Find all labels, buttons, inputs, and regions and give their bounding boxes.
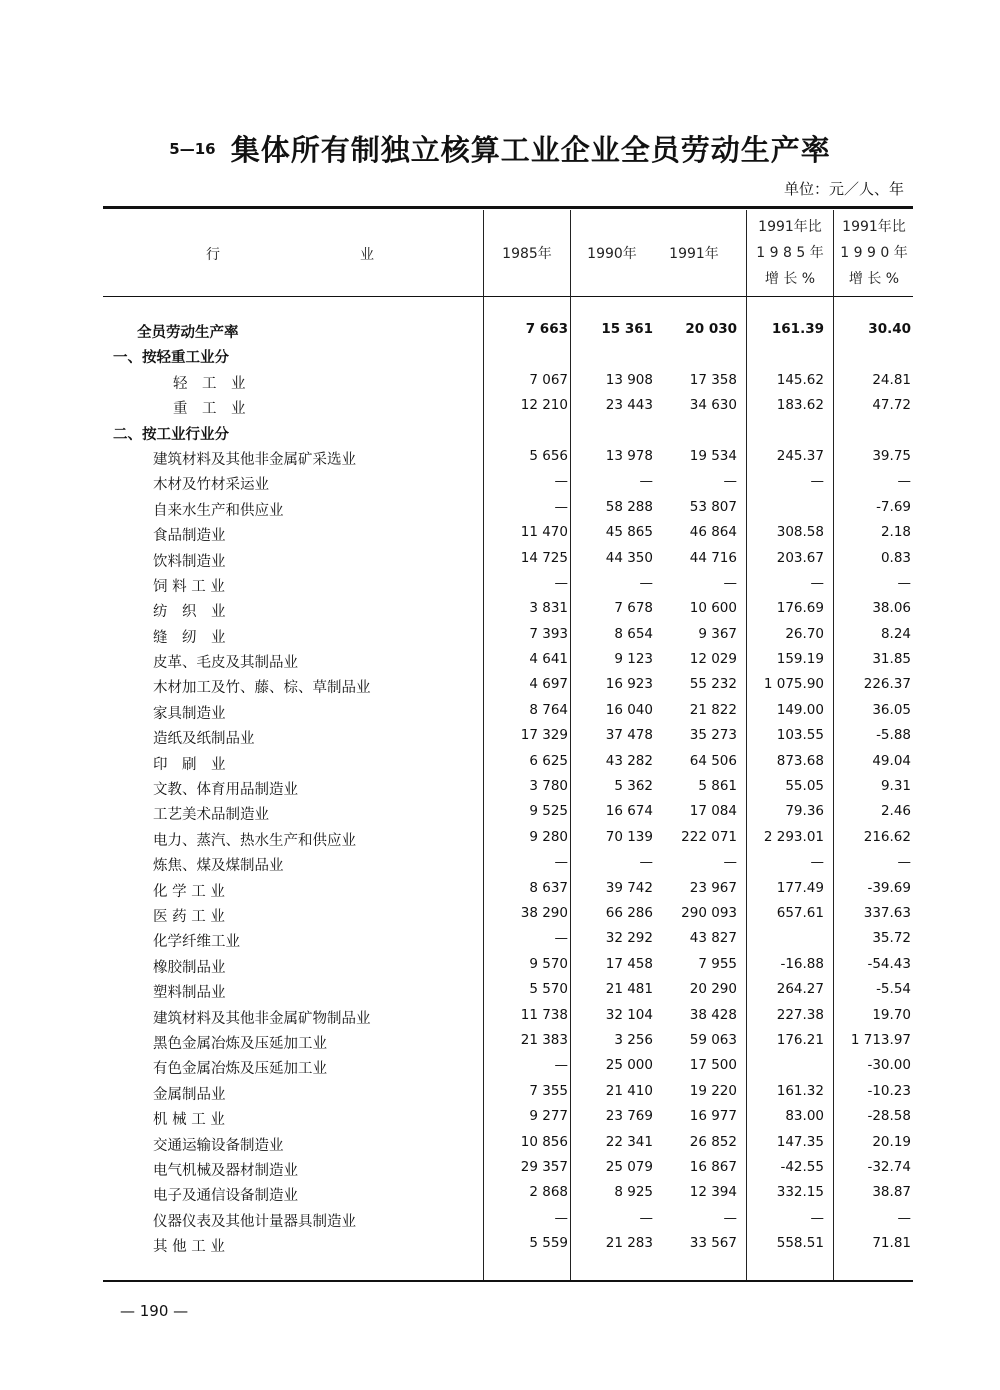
row-label: 医 药 工 业 — [153, 908, 225, 925]
cell-v1985: 38 290 — [520, 904, 568, 921]
cell-v1990: 7 678 — [614, 600, 653, 617]
table-row — [103, 750, 913, 775]
cell-g90: -5.88 — [876, 727, 911, 744]
cell-g90: 39.75 — [872, 447, 911, 464]
table-row — [103, 978, 913, 1003]
table-row — [103, 1181, 913, 1206]
cell-v1991: 10 600 — [689, 600, 737, 617]
cell-v1991: 20 030 — [685, 321, 737, 337]
cell-v1990: 32 104 — [605, 1006, 653, 1023]
cell-g85: 26.70 — [785, 625, 824, 642]
cell-v1990: 23 769 — [605, 1108, 653, 1125]
table-row — [103, 420, 913, 445]
cell-v1985: — — [554, 1209, 568, 1226]
cell-v1985: 5 559 — [529, 1235, 568, 1252]
cell-v1990: 39 742 — [605, 879, 653, 896]
cell-v1990: 23 443 — [605, 397, 653, 414]
cell-v1991: 33 567 — [689, 1235, 737, 1252]
cell-v1991: 23 967 — [689, 879, 737, 896]
cell-g85: 2 293.01 — [763, 828, 824, 845]
cell-v1991: 7 955 — [698, 955, 737, 972]
row-label: 建筑材料及其他非金属矿物制品业 — [153, 1010, 371, 1027]
header-growth-1990-line2: 1 9 9 0 年 — [840, 245, 908, 261]
table-row — [103, 394, 913, 419]
cell-v1990: 16 674 — [605, 803, 653, 820]
cell-v1991: 43 827 — [689, 930, 737, 947]
cell-v1990: 25 079 — [605, 1158, 653, 1175]
cell-g85: 227.38 — [776, 1006, 824, 1023]
cell-g90: -5.54 — [876, 981, 911, 998]
cell-v1985: 11 738 — [520, 1006, 568, 1023]
cell-v1990: 3 256 — [614, 1031, 653, 1048]
table-row — [103, 927, 913, 952]
cell-v1990: 5 362 — [614, 778, 653, 795]
cell-v1991: 19 220 — [689, 1082, 737, 1099]
table-row — [103, 496, 913, 521]
row-label: 机 械 工 业 — [153, 1112, 225, 1129]
row-label: 皮革、毛皮及其制品业 — [153, 655, 298, 672]
cell-v1985: — — [554, 498, 568, 515]
cell-g90: -10.23 — [867, 1082, 911, 1099]
cell-v1985: 7 067 — [529, 371, 568, 388]
header-1991: 1991年 — [669, 246, 719, 262]
cell-g90: 49.04 — [872, 752, 911, 769]
table-title: 集体所有制独立核算工业企业全员劳动生产率 — [230, 133, 831, 167]
row-label: 塑料制品业 — [153, 985, 226, 1002]
header-rule — [103, 296, 913, 297]
cell-v1990: 21 283 — [605, 1235, 653, 1252]
cell-g90: 38.87 — [872, 1184, 911, 1201]
page-number: — 190 — — [120, 1302, 189, 1320]
cell-v1990: 13 978 — [605, 447, 653, 464]
cell-g90: -54.43 — [867, 955, 911, 972]
row-label: 电气机械及器材制造业 — [153, 1162, 298, 1179]
header-growth-1985-line2: 1 9 8 5 年 — [756, 245, 824, 261]
row-label: 造纸及纸制品业 — [153, 731, 255, 748]
top-rule — [103, 206, 913, 209]
row-label: 其 他 工 业 — [153, 1239, 225, 1256]
header-1985: 1985年 — [502, 246, 552, 262]
cell-v1991: 19 534 — [689, 447, 737, 464]
row-label: 纺 织 业 — [153, 604, 226, 621]
cell-g85: 1 075.90 — [763, 676, 824, 693]
row-label: 交通运输设备制造业 — [153, 1137, 284, 1154]
row-label: 炼焦、煤及煤制品业 — [153, 858, 284, 875]
cell-g90: -30.00 — [867, 1057, 911, 1074]
cell-v1985: 7 663 — [525, 321, 568, 337]
row-label: 二、按工业行业分 — [113, 426, 229, 443]
table-row — [103, 724, 913, 749]
cell-v1985: 12 210 — [520, 397, 568, 414]
cell-g90: — — [897, 473, 911, 490]
cell-g85: 308.58 — [776, 524, 824, 541]
cell-g85: 264.27 — [776, 981, 824, 998]
cell-g90: 8.24 — [880, 625, 911, 642]
cell-g90: -28.58 — [867, 1108, 911, 1125]
cell-v1985: 3 831 — [529, 600, 568, 617]
table-row — [103, 369, 913, 394]
cell-g85: 55.05 — [785, 778, 824, 795]
cell-v1985: — — [554, 574, 568, 591]
row-label: 缝 纫 业 — [153, 629, 226, 646]
cell-g85: 79.36 — [785, 803, 824, 820]
cell-v1990: 21 410 — [605, 1082, 653, 1099]
cell-v1991: 34 630 — [689, 397, 737, 414]
cell-v1985: 4 641 — [529, 651, 568, 668]
cell-v1985: 2 868 — [529, 1184, 568, 1201]
header-growth-1985-line1: 1991年比 — [758, 219, 822, 235]
cell-v1990: 9 123 — [614, 651, 653, 668]
cell-v1991: 35 273 — [689, 727, 737, 744]
cell-v1991: 17 358 — [689, 371, 737, 388]
cell-v1990: 22 341 — [605, 1133, 653, 1150]
cell-v1985: 10 856 — [520, 1133, 568, 1150]
cell-v1985: — — [554, 930, 568, 947]
cell-g90: 71.81 — [872, 1235, 911, 1252]
table-row — [103, 318, 913, 343]
cell-g85: -42.55 — [780, 1158, 824, 1175]
cell-v1985: 9 570 — [529, 955, 568, 972]
cell-v1991: 16 977 — [689, 1108, 737, 1125]
table-row — [103, 1105, 913, 1130]
cell-v1985: 4 697 — [529, 676, 568, 693]
table-row — [103, 547, 913, 572]
cell-v1991: 12 394 — [689, 1184, 737, 1201]
cell-v1985: — — [554, 854, 568, 871]
row-label: 化学纤维工业 — [153, 934, 240, 951]
cell-g90: 38.06 — [872, 600, 911, 617]
cell-g90: -39.69 — [867, 879, 911, 896]
cell-v1990: 25 000 — [605, 1057, 653, 1074]
cell-g85: 177.49 — [776, 879, 824, 896]
cell-v1990: 16 040 — [605, 701, 653, 718]
cell-g90: 9.31 — [880, 778, 911, 795]
cell-v1990: 43 282 — [605, 752, 653, 769]
table-row — [103, 851, 913, 876]
cell-v1991: 16 867 — [689, 1158, 737, 1175]
cell-g90: 226.37 — [863, 676, 911, 693]
cell-v1991: 222 071 — [681, 828, 737, 845]
table-row — [103, 1004, 913, 1029]
cell-v1991: 53 807 — [689, 498, 737, 515]
row-label: 金属制品业 — [153, 1086, 226, 1103]
table-number: 5—16 — [169, 139, 216, 158]
cell-v1985: 9 525 — [529, 803, 568, 820]
row-label: 饮料制造业 — [153, 553, 226, 570]
table-row — [103, 521, 913, 546]
table-row — [103, 1207, 913, 1232]
cell-v1991: — — [723, 574, 737, 591]
row-label: 橡胶制品业 — [153, 959, 226, 976]
table-row — [103, 648, 913, 673]
unit-note: 单位：元／人、年 — [783, 180, 904, 198]
cell-v1990: 17 458 — [605, 955, 653, 972]
row-label: 有色金属冶炼及压延加工业 — [153, 1061, 327, 1078]
cell-g90: 36.05 — [872, 701, 911, 718]
row-label: 木材及竹材采运业 — [153, 477, 269, 494]
row-label: 仪器仪表及其他计量器具制造业 — [153, 1213, 356, 1230]
cell-v1990: — — [639, 854, 653, 871]
header-growth-1985 — [748, 214, 832, 292]
row-label: 文教、体育用品制造业 — [153, 782, 298, 799]
cell-g85: 176.69 — [776, 600, 824, 617]
cell-v1991: — — [723, 854, 737, 871]
cell-g90: — — [897, 854, 911, 871]
cell-v1985: 17 329 — [520, 727, 568, 744]
cell-v1991: — — [723, 1209, 737, 1226]
row-label: 饲 料 工 业 — [153, 578, 225, 595]
cell-v1991: 5 861 — [698, 778, 737, 795]
header-growth-1990 — [834, 214, 914, 292]
header-growth-1990-line3: 增 长 % — [848, 271, 900, 287]
cell-v1985: 9 277 — [529, 1108, 568, 1125]
cell-g90: -32.74 — [867, 1158, 911, 1175]
header-growth-1990-line1: 1991年比 — [842, 219, 906, 235]
cell-v1990: — — [639, 473, 653, 490]
cell-g85: 332.15 — [776, 1184, 824, 1201]
table-row — [103, 1029, 913, 1054]
cell-v1991: 17 500 — [689, 1057, 737, 1074]
cell-g90: 47.72 — [872, 397, 911, 414]
header-1990: 1990年 — [587, 246, 637, 262]
table-row — [103, 623, 913, 648]
table-row — [103, 775, 913, 800]
cell-v1991: 38 428 — [689, 1006, 737, 1023]
table-row — [103, 877, 913, 902]
table-row — [103, 1054, 913, 1079]
cell-v1985: 8 637 — [529, 879, 568, 896]
row-label: 电力、蒸汽、热水生产和供应业 — [153, 832, 356, 849]
cell-g90: 2.18 — [880, 524, 911, 541]
cell-g90: 0.83 — [880, 549, 911, 566]
cell-g90: 2.46 — [880, 803, 911, 820]
cell-g90: 30.40 — [868, 321, 911, 337]
cell-v1985: 5 570 — [529, 981, 568, 998]
cell-v1990: 45 865 — [605, 524, 653, 541]
cell-g85: 145.62 — [776, 371, 824, 388]
cell-g85: 149.00 — [776, 701, 824, 718]
row-label: 工艺美术品制造业 — [153, 807, 269, 824]
header-growth-1985-line3: 增 长 % — [764, 271, 816, 287]
table-row — [103, 445, 913, 470]
cell-g90: 1 713.97 — [850, 1031, 911, 1048]
row-label: 食品制造业 — [153, 528, 226, 545]
cell-g90: — — [897, 1209, 911, 1226]
cell-v1990: 13 908 — [605, 371, 653, 388]
cell-g85: 657.61 — [776, 904, 824, 921]
table-row — [103, 1080, 913, 1105]
cell-g90: 20.19 — [872, 1133, 911, 1150]
row-label: 自来水生产和供应业 — [153, 502, 284, 519]
table-row — [103, 902, 913, 927]
row-label: 化 学 工 业 — [153, 883, 225, 900]
cell-v1991: 21 822 — [689, 701, 737, 718]
cell-v1990: 15 361 — [601, 321, 653, 337]
table-row — [103, 953, 913, 978]
row-label: 轻 工 业 — [173, 375, 246, 392]
cell-g90: 24.81 — [872, 371, 911, 388]
cell-v1985: 11 470 — [520, 524, 568, 541]
cell-g85: 558.51 — [776, 1235, 824, 1252]
cell-v1991: 12 029 — [689, 651, 737, 668]
cell-v1991: 46 864 — [689, 524, 737, 541]
table-row — [103, 343, 913, 368]
cell-v1985: 5 656 — [529, 447, 568, 464]
cell-v1985: 14 725 — [520, 549, 568, 566]
table-row — [103, 1232, 913, 1257]
cell-v1991: 59 063 — [689, 1031, 737, 1048]
cell-v1991: 17 084 — [689, 803, 737, 820]
cell-g85: 147.35 — [776, 1133, 824, 1150]
cell-v1985: 29 357 — [520, 1158, 568, 1175]
cell-g85: 161.32 — [776, 1082, 824, 1099]
cell-g85: 873.68 — [776, 752, 824, 769]
cell-g85: 159.19 — [776, 651, 824, 668]
cell-v1990: 16 923 — [605, 676, 653, 693]
cell-g85: — — [810, 473, 824, 490]
cell-v1990: 32 292 — [605, 930, 653, 947]
cell-g85: — — [810, 854, 824, 871]
table-row — [103, 1156, 913, 1181]
cell-v1985: 21 383 — [520, 1031, 568, 1048]
table-body — [103, 318, 913, 1257]
cell-g85: 183.62 — [776, 397, 824, 414]
cell-g85: 203.67 — [776, 549, 824, 566]
row-label: 电子及通信设备制造业 — [153, 1188, 298, 1205]
cell-v1985: 3 780 — [529, 778, 568, 795]
cell-g90: 216.62 — [863, 828, 911, 845]
cell-g85: 161.39 — [771, 321, 824, 337]
table-row — [103, 597, 913, 622]
cell-v1985: 7 393 — [529, 625, 568, 642]
table-row — [103, 470, 913, 495]
cell-v1985: 8 764 — [529, 701, 568, 718]
cell-v1991: 290 093 — [681, 904, 737, 921]
cell-v1990: — — [639, 574, 653, 591]
header-industry-a: 行 — [206, 247, 220, 263]
row-label: 印 刷 业 — [153, 756, 226, 773]
cell-v1990: 44 350 — [605, 549, 653, 566]
table-row — [103, 826, 913, 851]
cell-v1991: — — [723, 473, 737, 490]
cell-v1985: 6 625 — [529, 752, 568, 769]
cell-g90: 337.63 — [863, 904, 911, 921]
cell-v1990: 70 139 — [605, 828, 653, 845]
table-row — [103, 673, 913, 698]
bottom-rule — [103, 1280, 913, 1282]
table-row — [103, 699, 913, 724]
row-label: 重 工 业 — [173, 401, 246, 418]
cell-v1985: 7 355 — [529, 1082, 568, 1099]
cell-v1990: — — [639, 1209, 653, 1226]
cell-v1991: 55 232 — [689, 676, 737, 693]
table-row — [103, 1131, 913, 1156]
cell-g90: — — [897, 574, 911, 591]
cell-v1991: 20 290 — [689, 981, 737, 998]
row-label: 全员劳动生产率 — [137, 325, 239, 341]
cell-v1990: 8 925 — [614, 1184, 653, 1201]
cell-g85: — — [810, 1209, 824, 1226]
row-label: 建筑材料及其他非金属矿采选业 — [153, 451, 356, 468]
cell-g85: 83.00 — [785, 1108, 824, 1125]
cell-v1985: 9 280 — [529, 828, 568, 845]
cell-v1990: 66 286 — [605, 904, 653, 921]
cell-g85: — — [810, 574, 824, 591]
header-industry-b: 业 — [360, 247, 374, 263]
cell-v1991: 26 852 — [689, 1133, 737, 1150]
cell-g90: 19.70 — [872, 1006, 911, 1023]
row-label: 一、按轻重工业分 — [113, 350, 229, 367]
cell-v1985: — — [554, 473, 568, 490]
cell-v1990: 8 654 — [614, 625, 653, 642]
cell-v1990: 21 481 — [605, 981, 653, 998]
cell-v1991: 9 367 — [698, 625, 737, 642]
cell-v1985: — — [554, 1057, 568, 1074]
cell-g90: 35.72 — [872, 930, 911, 947]
cell-g85: 245.37 — [776, 447, 824, 464]
cell-v1991: 64 506 — [689, 752, 737, 769]
cell-g85: 103.55 — [776, 727, 824, 744]
cell-g85: -16.88 — [780, 955, 824, 972]
cell-v1990: 37 478 — [605, 727, 653, 744]
row-label: 家具制造业 — [153, 705, 226, 722]
cell-g90: 31.85 — [872, 651, 911, 668]
row-label: 木材加工及竹、藤、棕、草制品业 — [153, 680, 371, 697]
cell-v1991: 44 716 — [689, 549, 737, 566]
table-row — [103, 572, 913, 597]
cell-g85: 176.21 — [776, 1031, 824, 1048]
row-label: 黑色金属冶炼及压延加工业 — [153, 1035, 327, 1052]
cell-g90: -7.69 — [876, 498, 911, 515]
cell-v1990: 58 288 — [605, 498, 653, 515]
table-row — [103, 800, 913, 825]
page-title — [0, 128, 1000, 169]
